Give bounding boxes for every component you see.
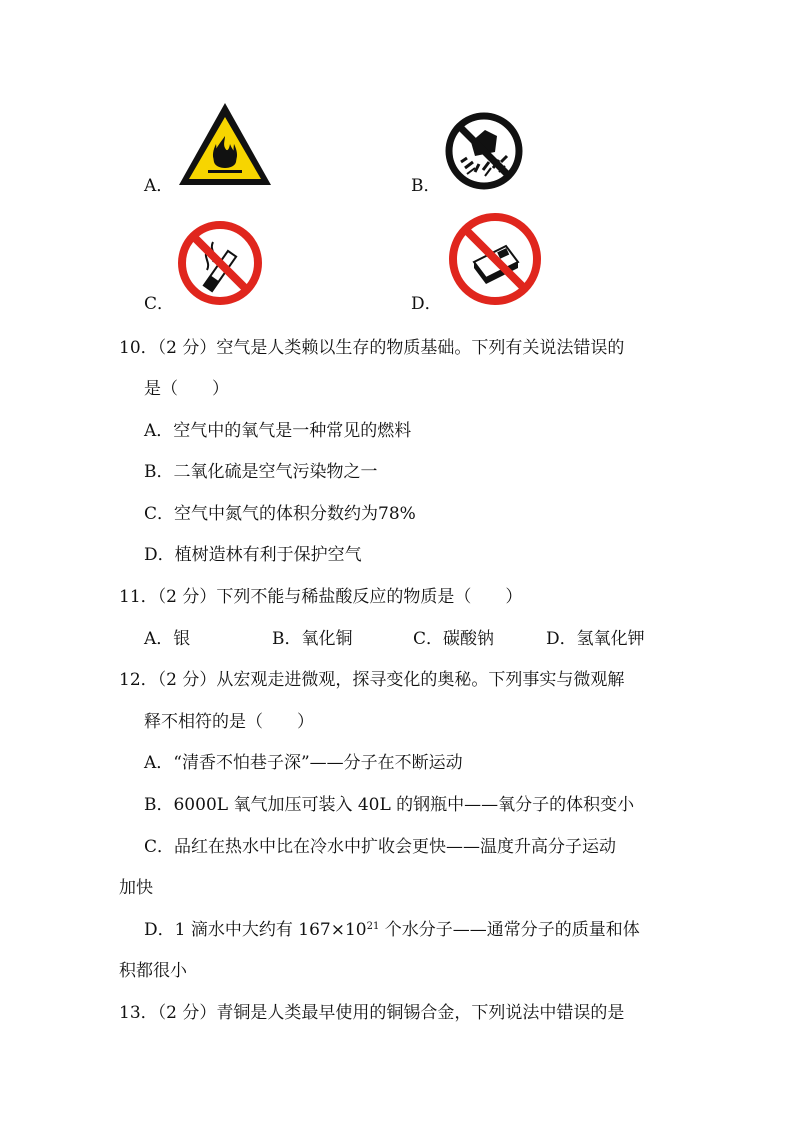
- question-12-option-c-line1: C．品红在热水中比在冷水中扩收会更快——温度升高分子运动: [144, 837, 617, 857]
- flammable-warning-icon: [176, 100, 274, 188]
- question-11-option-b: B．氧化铜: [272, 629, 353, 649]
- question-10-option-a: A．空气中的氧气是一种常见的燃料: [144, 421, 412, 441]
- question-13-stem-line1: 13．（2 分）青铜是人类最早使用的铜锡合金，下列说法中错误的是: [119, 1003, 625, 1023]
- option-c-label: C．: [144, 294, 175, 314]
- option-d-text-post: 个水分子——通常分子的质量和体: [379, 920, 640, 940]
- question-12-stem-line1: 12．（2 分）从宏观走进微观，探寻变化的奥秘。下列事实与微观解: [119, 670, 625, 690]
- question-12-option-d-line2: 积都很小: [119, 961, 187, 981]
- question-12-option-b: B．6000L 氧气加压可装入 40L 的钢瓶中——氧分子的体积变小: [144, 795, 635, 815]
- question-11-option-a: A．银: [144, 629, 191, 649]
- question-11-option-d: D．氢氧化钾: [546, 629, 645, 649]
- no-smoking-icon: [177, 220, 263, 306]
- question-12-option-d-line1: [144, 919, 640, 941]
- question-12-stem-line2: 释不相符的是（ ）: [144, 712, 314, 732]
- question-10-stem-line1: 10．（2 分）空气是人类赖以生存的物质基础。下列有关说法错误的: [119, 338, 625, 358]
- option-b-label: B．: [411, 176, 441, 196]
- no-fire-icon: [445, 112, 523, 190]
- question-11-stem: 11．（2 分）下列不能与稀盐酸反应的物质是（ ）: [119, 587, 523, 607]
- option-d-text-pre: D．1 滴水中大约有 167×10: [144, 920, 367, 940]
- option-d-label: D．: [411, 294, 442, 314]
- question-11-option-c: C．碳酸钠: [413, 629, 495, 649]
- question-10-option-b: B．二氧化硫是空气污染物之一: [144, 462, 378, 482]
- question-10-option-c: C．空气中氮气的体积分数约为78%: [144, 504, 416, 524]
- question-10-option-d: D．植树造林有利于保护空气: [144, 545, 362, 565]
- question-10-stem-line2: 是（ ）: [144, 379, 229, 399]
- question-12-option-a: A．“清香不怕巷子深”——分子在不断运动: [144, 753, 463, 773]
- option-a-label: A．: [144, 176, 174, 196]
- exponent: 21: [366, 921, 380, 932]
- no-matches-icon: [448, 212, 542, 306]
- question-12-option-c-line2: 加快: [119, 878, 153, 898]
